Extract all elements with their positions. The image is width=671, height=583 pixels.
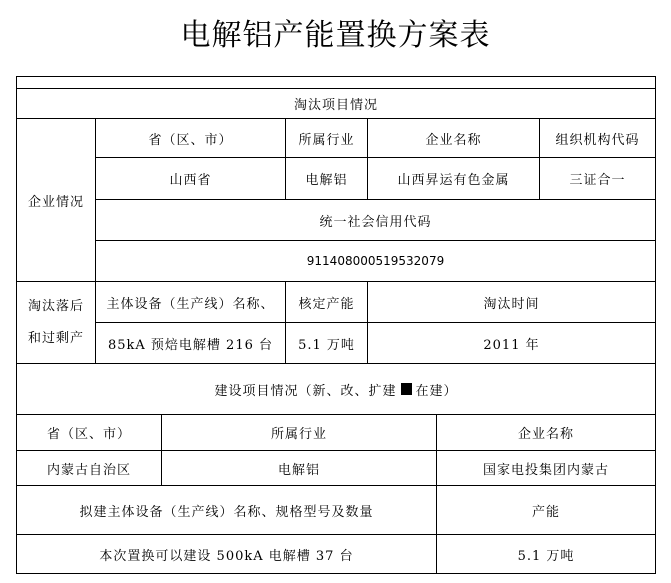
construction-header-prefix: 建设项目情况（新、改、扩建 [214,383,397,399]
org-code-value: 三证合一 [539,157,656,200]
capacity-label [16,281,96,364]
construction-company-header: 企业名称 [436,414,656,451]
capacity-label-line1: 淘汰落后 [27,298,84,314]
elimination-time-header: 淘汰时间 [367,281,656,323]
capacity-label-line2: 和过剩产 [27,330,84,346]
planned-capacity-header: 产能 [436,485,656,535]
construction-section-header [16,363,656,415]
province-header: 省（区、市） [95,118,286,158]
page-title: 电解铝产能置换方案表 [180,18,491,53]
construction-industry-header: 所属行业 [161,414,437,451]
company-name-value: 山西昇运有色金属 [367,157,540,200]
elimination-time-value: 2011 年 [367,322,656,364]
credit-code-value: 911408000519532079 [95,240,656,282]
equipment-value: 85kA 预焙电解槽 216 台 [95,322,286,364]
planned-capacity-value: 5.1 万吨 [436,534,656,574]
rated-capacity-header: 核定产能 [285,281,368,323]
province-value: 山西省 [95,157,286,200]
industry-value: 电解铝 [285,157,368,200]
construction-province-header: 省（区、市） [16,414,162,451]
construction-header-suffix: 在建） [415,383,458,399]
construction-province-value: 内蒙古自治区 [16,450,162,486]
credit-code-header: 统一社会信用代码 [95,199,656,241]
enterprise-info-label: 企业情况 [16,118,96,282]
checkbox-filled-icon [401,383,412,395]
planned-equipment-header: 拟建主体设备（生产线）名称、规格型号及数量 [16,485,437,535]
equipment-header: 主体设备（生产线）名称、 [95,281,286,323]
industry-header: 所属行业 [285,118,368,158]
planned-equipment-value: 本次置换可以建设 500kA 电解槽 37 台 [16,534,437,574]
rated-capacity-value: 5.1 万吨 [285,322,368,364]
construction-industry-value: 电解铝 [161,450,437,486]
company-name-header: 企业名称 [367,118,540,158]
construction-company-value: 国家电投集团内蒙古 [436,450,656,486]
org-code-header: 组织机构代码 [539,118,656,158]
eliminated-section-header: 淘汰项目情况 [16,88,656,119]
